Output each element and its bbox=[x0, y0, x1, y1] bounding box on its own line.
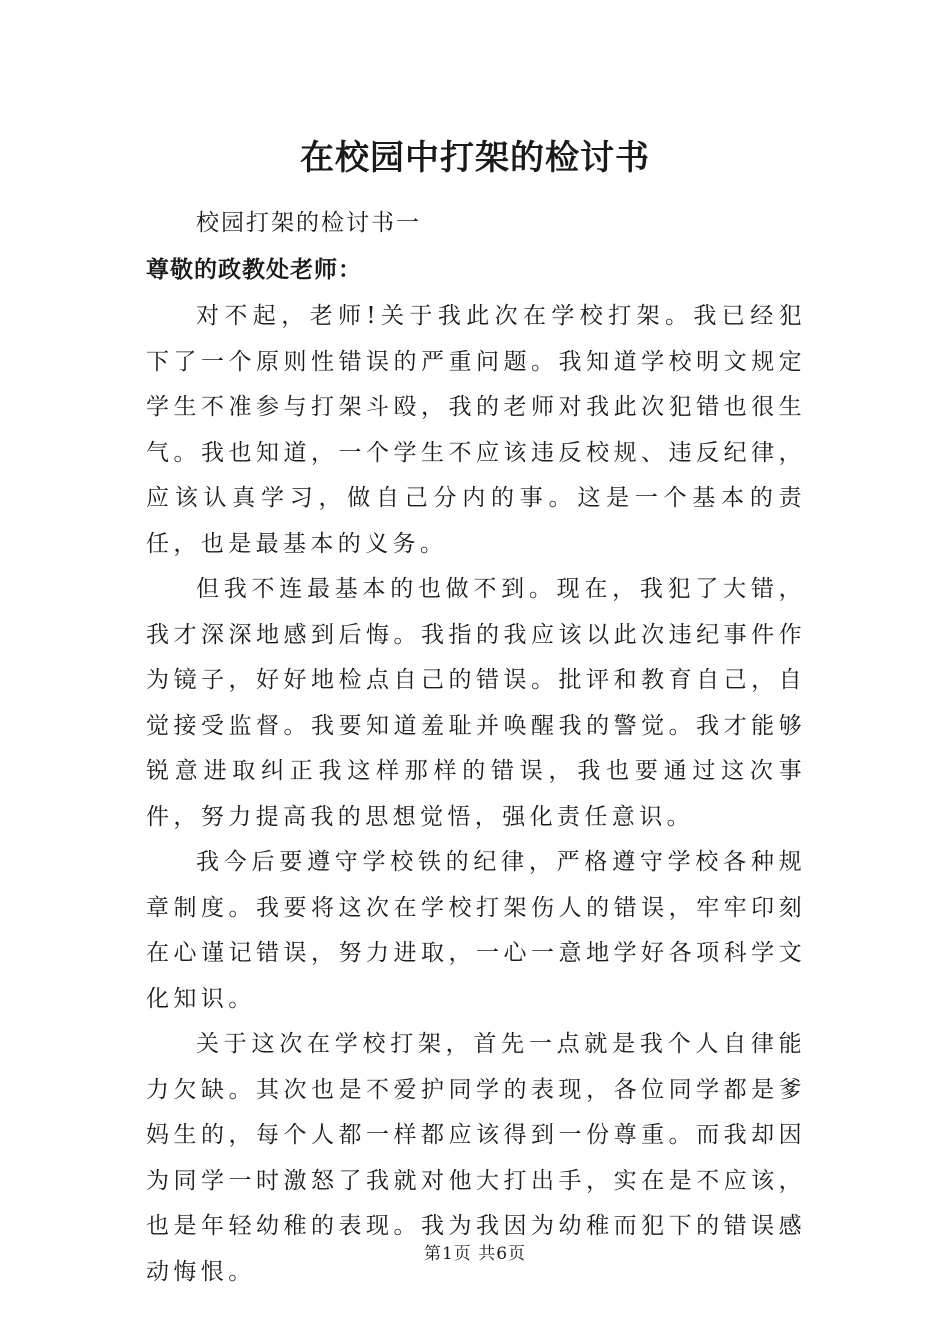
paragraph: 对不起，老师!关于我此次在学校打架。我已经犯下了一个原则性错误的严重问题。我知道学校明文规定学生不准参与打架斗殴，我的老师对我此次犯错也很生气。我也知道，一个学生不应该违反校规、违反纪律，应该认真学习，做自己分内的事。这是一个基本的责任，也是最基本的义务。 bbox=[146, 303, 806, 557]
document-body bbox=[146, 294, 806, 1295]
document-subtitle: 校园打架的检讨书一 bbox=[196, 210, 421, 236]
paragraph: 我今后要遵守学校铁的纪律，严格遵守学校各种规章制度。我要将这次在学校打架伤人的错误，牢牢印刻在心谨记错误，努力进取，一心一意地学好各项科学文化知识。 bbox=[146, 849, 806, 1012]
paragraph: 关于这次在学校打架，首先一点就是我个人自律能力欠缺。其次也是不爱护同学的表现，各位同学都是爹妈生的，每个人都一样都应该得到一份尊重。而我却因为同学一时激怒了我就对他大打出手，实在是不应该，也是年轻幼稚的表现。我为我因为幼稚而犯下的错误感动悔恨。 bbox=[146, 1031, 806, 1285]
salutation: 尊敬的政教处老师： bbox=[146, 256, 362, 283]
paragraph: 但我不连最基本的也做不到。现在，我犯了大错，我才深深地感到后悔。我指的我应该以此次违纪事件作为镜子，好好地检点自己的错误。批评和教育自己，自觉接受监督。我要知道羞耻并唤醒我的警觉。我才能够锐意进取纠正我这样那样的错误，我也要通过这次事件，努力提高我的思想觉悟，强化责任意识。 bbox=[146, 576, 806, 830]
page-footer: 第1页 共6页 bbox=[423, 1244, 527, 1264]
document-title: 在校园中打架的检讨书 bbox=[300, 138, 650, 178]
